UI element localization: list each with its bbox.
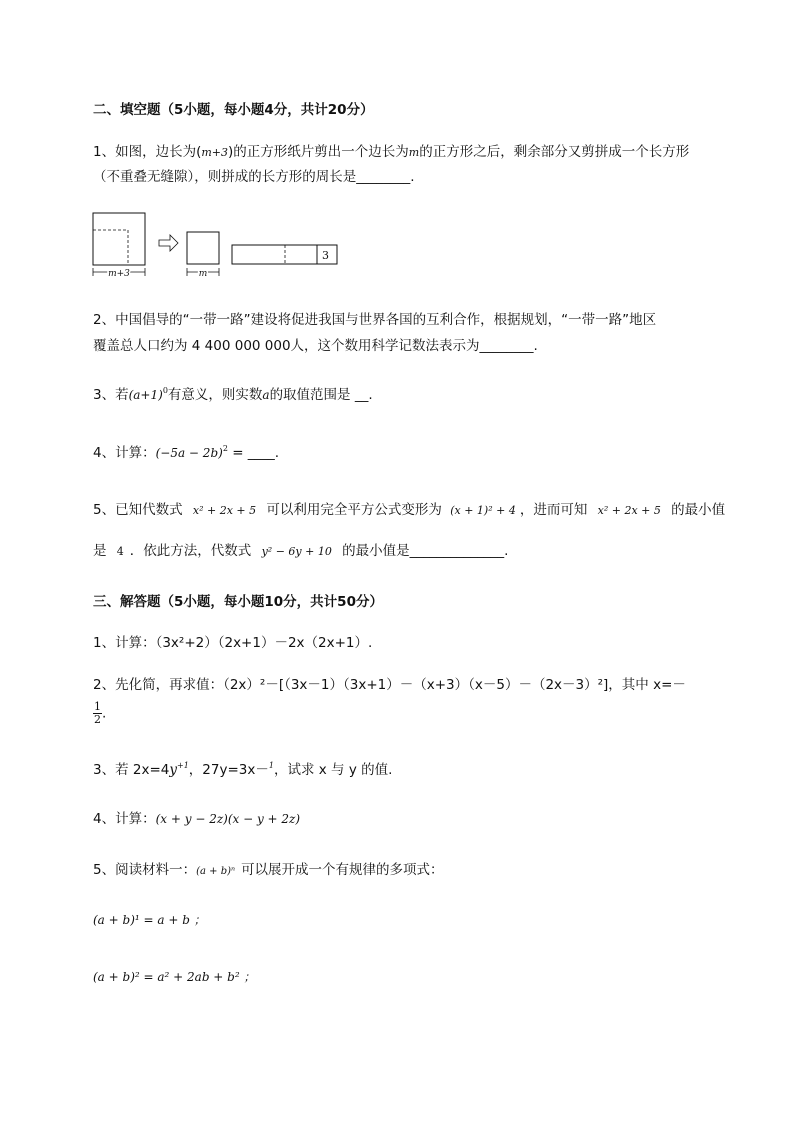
fraction: $\frac{1}{2}$	[94, 700, 101, 726]
s2-q1-line2: （不重叠无缝隙），则拼成的长方形的周长是________.	[93, 169, 415, 185]
fig-label-big: m+3	[108, 269, 130, 279]
fig-label-rect: 3	[322, 249, 329, 262]
s2-q1-figure	[90, 210, 350, 280]
s3-q1: 1、计算：（3x²+2）（2x+1）－2x（2x+1）.	[93, 635, 373, 651]
s3-q4: 4、计算：(x + y − 2z)(x − y + 2z)	[93, 811, 301, 827]
s2-q3: 3、若$(a+1)^0$有意义，则实数a的取值范围是 __.	[93, 385, 373, 403]
section2-header: 二、填空题（5小题，每小题4分，共计20分）	[93, 102, 374, 118]
s3-q3: 3、若 $2x=4y^{+1}$，27y=3x－$^1$，试求 x 与 y 的值.	[93, 760, 393, 778]
fig-label-small: m	[198, 269, 208, 279]
section3-header: 三、解答题（5小题，每小题10分，共计50分）	[93, 594, 383, 610]
s2-q2-line2: 覆盖总人口约为 4 400 000 000人，这个数用科学记数法表示为________.	[93, 338, 538, 354]
s3-q5: 5、阅读材料一：(a + b)ⁿ 可以展开成一个有规律的多项式：	[93, 862, 444, 878]
s2-q4: 4、计算：$(-5a - 2b)^2$ = ____.	[93, 443, 280, 461]
s2-q1-line1: 1、如图，边长为(m+3)的正方形纸片剪出一个边长为m的正方形之后，剩余部分又剪拼成一个长方形	[93, 144, 690, 160]
s3-q2-line1: 2、先化简，再求值：（2x）²－[（3x－1）（3x+1）－（x+3）（x－5）－（2x－3）²]，其中 x=－	[93, 677, 686, 693]
s3-q2-line2: $\frac{1}{2}$ .	[94, 700, 107, 726]
s2-q5-line2: 是 4 ．依此方法，代数式 y² − 6y + 10 的最小值是______________.	[93, 543, 509, 559]
s2-q5-line1: 5、已知代数式 x² + 2x + 5 可以利用完全平方公式变形为 (x + 1)² + 4 ，进而可知 x² + 2x + 5 的最小值	[93, 502, 726, 518]
s3-eq1: (a + b)¹ = a + b ；	[93, 913, 206, 927]
s2-q2-line1: 2、中国倡导的“一带一路”建设将促进我国与世界各国的互利合作，根据规划，“一带一路”地区	[93, 312, 657, 328]
s3-eq2: (a + b)² = a² + 2ab + b² ；	[93, 970, 256, 984]
